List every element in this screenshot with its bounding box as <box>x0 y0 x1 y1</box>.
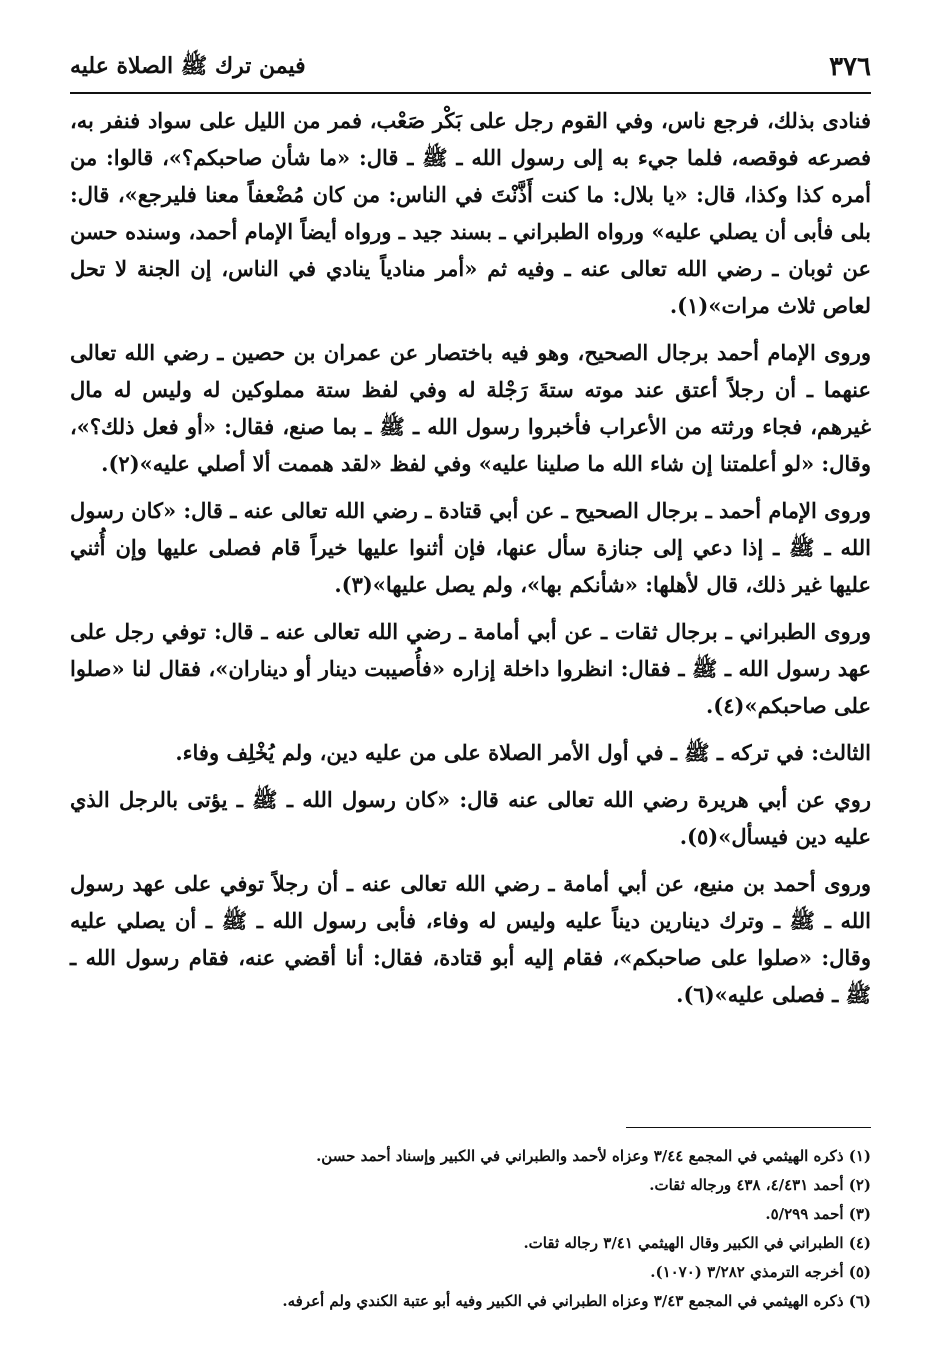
footnote: (٢) أحمد ٤/٤٣١، ٤٣٨ ورجاله ثقات. <box>649 1176 871 1194</box>
page-header <box>70 44 871 94</box>
paragraph: روي عن أبي هريرة رضي الله تعالى عنه قال: «كان رسول الله ـ ﷺ ـ يؤتى بالرجل الذي عليه دين فيسأل»(٥). <box>70 787 871 849</box>
page-number: ٣٧٦ <box>829 52 871 82</box>
paragraph: وروى الإمام أحمد برجال الصحيح، وهو فيه باختصار عن عمران بن حصين ـ رضي الله تعالى عنهما ـ أن رجلاً أعتق عند موته ستةَ رَجْلة له وفي لفظ ستة مملوكين له وليس له مال غيرهم، فجاء ورثته من الأعراب فأخبروا رسول الله ـ ﷺ ـ بما صنع، فقال: «أو فعل ذلك؟»، وقال: «لو أعلمتنا إن شاء الله ما صلينا عليه» وفي لفظ «لقد هممت ألا أصلي عليه»(٢). <box>70 340 871 476</box>
paragraph: وروى الإمام أحمد ـ برجال الصحيح ـ عن أبي قتادة ـ رضي الله تعالى عنه ـ قال: «كان رسول الله ـ ﷺ ـ إذا دعي إلى جنازة سأل عنها، فإن أثنوا عليها خيراً قام فصلى عليها وإن أُثني عليها غير ذلك، قال لأهلها: «شأنكم بها»، ولم يصل عليها»(٣). <box>70 498 871 597</box>
footnote: (١) ذكره الهيثمي في المجمع ٣/٤٤ وعزاه لأحمد والطبراني في الكبير وإسناد أحمد حسن. <box>316 1147 871 1165</box>
main-text <box>70 102 871 1023</box>
footnote: (٥) أخرجه الترمذي ٣/٢٨٢ (١٠٧٠). <box>650 1263 871 1281</box>
footnote: (٤) الطبراني في الكبير وقال الهيثمي ٣/٤١ رجاله ثقات. <box>523 1234 871 1252</box>
running-title: فيمن ترك ﷺ الصلاة عليه <box>70 53 306 79</box>
paragraph: وروى الطبراني ـ برجال ثقات ـ عن أبي أمامة ـ رضي الله تعالى عنه ـ قال: توفي رجل على عهد رسول الله ـ ﷺ ـ فقال: انظروا داخلة إزاره «فأُصيبت دينار أو ديناران»، فقال لنا «صلوا على صاحبكم»(٤). <box>70 619 871 718</box>
section-paragraph: الثالث: في تركه ـ ﷺ ـ في أول الأمر الصلاة على من عليه دين، ولم يُخْلِف وفاء. <box>175 740 871 765</box>
paragraph: فنادى بذلك، فرجع ناس، وفي القوم رجل على بَكْر صَعْب، فمر من الليل على سواد فنفر به، فصرعه فوقصه، فلما جيء به إلى رسول الله ـ ﷺ ـ قال: «ما شأن صاحبكم؟»، قالوا: من أمره كذا وكذا، قال: «يا بلال: ما كنت أَذَّنْتَ في الناس: من كان مُضْعفاً معنا فليرجع»، قال: بلى فأبى أن يصلي عليه» ورواه الطبراني ـ بسند جيد ـ ورواه أيضاً الإمام أحمد، وسنده حسن عن ثوبان ـ رضي الله تعالى عنه ـ وفيه ثم «أمر منادياً ينادي في الناس، إن الجنة لا تحل لعاص ثلاث مرات»(١). <box>70 108 871 318</box>
footnote: (٦) ذكره الهيثمي في المجمع ٣/٤٣ وعزاه الطبراني في الكبير وفيه أبو عتبة الكندي ولم أعرفه. <box>282 1292 871 1310</box>
footnotes <box>70 1142 871 1316</box>
paragraph: وروى أحمد بن منيع، عن أبي أمامة ـ رضي الله تعالى عنه ـ أن رجلاً توفي على عهد رسول الله ـ ﷺ ـ وترك دينارين ديناً عليه وليس له وفاء، فأبى رسول الله ـ ﷺ ـ أن يصلي عليه وقال: «صلوا على صاحبكم»، فقام إليه أبو قتادة، فقال: أنا أقضي عنه، فقام رسول الله ـ ﷺ ـ فصلى عليه»(٦). <box>70 871 871 1007</box>
footnote: (٣) أحمد ٥/٢٩٩. <box>765 1205 871 1223</box>
footnote-divider <box>626 1127 871 1128</box>
